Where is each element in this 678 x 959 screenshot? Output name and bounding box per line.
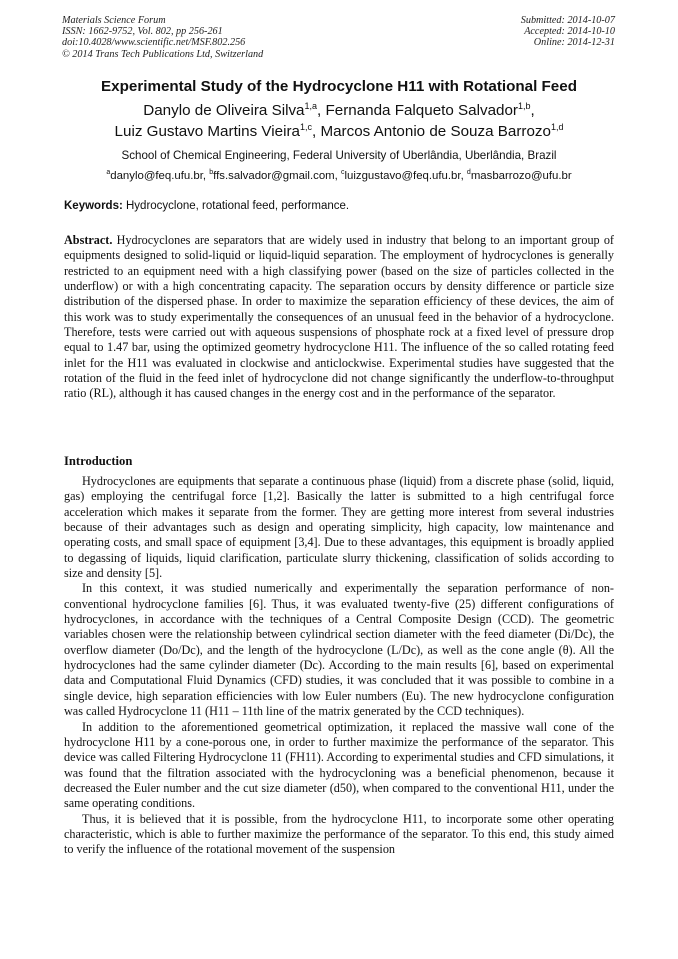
author-emails: [40, 170, 638, 182]
email-sup: d: [466, 169, 471, 176]
author-list: [40, 101, 638, 142]
author-separator: ,: [312, 122, 321, 140]
email-sup: c: [341, 169, 345, 176]
paragraph: In this context, it was studied numerically and experimentally the separation performance of non-conventional hydrocyclone families [6]. Thus, it was evaluated twenty-five (25) different configurations of hydrocyclones, in accordance with the techniques of a Central Composite Design (CCD). The geometric variables chosen were the relationship between cylindrical section diameter with the feed diameter (Di/Dc), the overflow diameter (Do/Dc), and the length of the hydrocyclone (L/Dc), as well as the cone angle (θ). All the hydrocyclones had the same cylinder diameter (Dc). According to the main results [6], based on experimental data and Computational Fluid Dynamics (CFD) studies, it was concluded that it was possible to combine in a single device, high separation efficiencies with low Euler numbers (Eu). The new hydrocyclone configuration was called Hydrocyclone 11 (H11 – 11th line of the matrix generated by the CCD techniques).: [64, 581, 614, 719]
email-separator: ,: [334, 170, 341, 182]
accepted-date: Accepted: 2014-10-10: [524, 26, 615, 38]
author-name: Danylo de Oliveira Silva: [143, 102, 305, 119]
author-line-2: [40, 122, 638, 143]
keywords-text: Hydrocyclone, rotational feed, performance.: [122, 200, 350, 212]
submitted-date: Submitted: 2014-10-07: [520, 15, 615, 26]
author-line-1: [40, 101, 638, 122]
author-separator: ,: [317, 102, 326, 119]
abstract-label: Abstract.: [64, 233, 113, 247]
email-link[interactable]: danylo@feq.ufu.br: [110, 170, 203, 182]
abstract-text: Hydrocyclones are separators that are widely used in industry that belong to an important group of equipments designed to solid-liquid or liquid-liquid separation. The employment of hydrocyclones is generally restricted to an equipment need with a high classifying power (based on the size of particles collected in the underflow) or with a high concentrating capacity. The separation occurs by density difference or particle size distribution of the dispersed phase. In order to maximize the separation efficiency of these devices, the aim of this work was to study experimentally the consequences of an unusual feed in the behavior of a hydrocyclone. Therefore, tests were carried out with aqueous suspensions of phosphate rock at a fixed level of pressure drop equal to 1.47 bar, using the optimized geometry hydrocyclone H11. The influence of the so called rotating feed inlet for the H11 was evaluated in clockwise and anticlockwise. Experimental studies have suggested that the rotation of the fluid in the feed inlet of hydrocyclone did not change significantly the underflow-to-throughput ratio (RL), although it has caused changes in the energy cost and in the performance of the separator.: [64, 233, 614, 401]
author-affil-sup: 1,b: [517, 101, 531, 111]
doi-link[interactable]: doi:10.4028/www.scientific.net/MSF.802.256: [62, 37, 246, 49]
email-link[interactable]: luizgustavo@feq.ufu.br: [344, 170, 461, 182]
issn-line: ISSN: 1662-9752, Vol. 802, pp 256-261: [62, 26, 223, 38]
email-sup: a: [106, 169, 111, 176]
email-separator: ,: [202, 170, 210, 182]
author-affil-sup: 1,c: [299, 121, 312, 132]
paragraph: Hydrocyclones are equipments that separate a continuous phase (liquid) from a discrete phase (solid, liquid, gas) employing the centrifugal force [1,2]. Basically the latter is submitted to a high centrifugal force acceleration which makes it separate from the former. They are getting more interest from several industries because of their advantages such as design and operating simplicity, high capacity, low maintenance and operating costs, and small space of equipment [3,4]. Due to these advantages, this equipment is broadly applied to degassing of liquids, liquid clarification, particulate slurry thickening, classification of solids according to size and density [5].: [64, 474, 614, 581]
introduction-body: [64, 474, 614, 858]
author-affil-sup: 1,d: [550, 121, 564, 132]
journal-info: [62, 15, 263, 60]
online-date: Online: 2014-12-31: [533, 37, 615, 49]
submission-dates: [521, 15, 615, 49]
email-sup: b: [209, 169, 214, 176]
keywords: [64, 200, 349, 212]
author-name: Marcos Antonio de Souza Barrozo: [320, 122, 551, 140]
abstract: [64, 233, 614, 402]
author-name: Fernanda Falqueto Salvador: [325, 102, 518, 119]
section-heading-introduction: Introduction: [64, 454, 133, 468]
paragraph: In addition to the aforementioned geometrical optimization, it replaced the massive wall cone of the hydrocyclone H11 by a cone-porous one, in order to further maximize the performance of the separator. This device was called Filtering Hydrocyclone 11 (FH11). According to experimental studies and CFD simulations, it was found that the filtration associated with the hydrocycloning was a beneficial phenomenon, because it decreased the Euler number and the cut size diameter (d50), when compared to the conventional H11, under the same operating conditions.: [64, 719, 614, 811]
paper-title: Experimental Study of the Hydrocyclone H11 with Rotational Feed: [101, 78, 577, 95]
email-separator: ,: [460, 170, 467, 182]
author-affil-sup: 1,a: [304, 101, 318, 111]
author-separator: ,: [530, 102, 535, 119]
affiliation: School of Chemical Engineering, Federal University of Uberlândia, Uberlândia, Brazil: [121, 149, 557, 162]
paragraph: Thus, it is believed that it is possible, from the hydrocyclone H11, to incorporate some other operating characteristic, which is able to further maximize the performance of the separator. To this end, this study aimed to verify the influence of the rotational movement of the suspension: [64, 811, 614, 857]
copyright-line: © 2014 Trans Tech Publications Ltd, Switzerland: [62, 48, 264, 60]
email-link[interactable]: masbarrozo@ufu.br: [470, 170, 572, 182]
email-link[interactable]: ffs.salvador@gmail.com: [213, 170, 335, 182]
author-name: Luiz Gustavo Martins Vieira: [114, 122, 300, 140]
journal-name: Materials Science Forum: [62, 15, 166, 26]
keywords-label: Keywords:: [64, 200, 123, 212]
